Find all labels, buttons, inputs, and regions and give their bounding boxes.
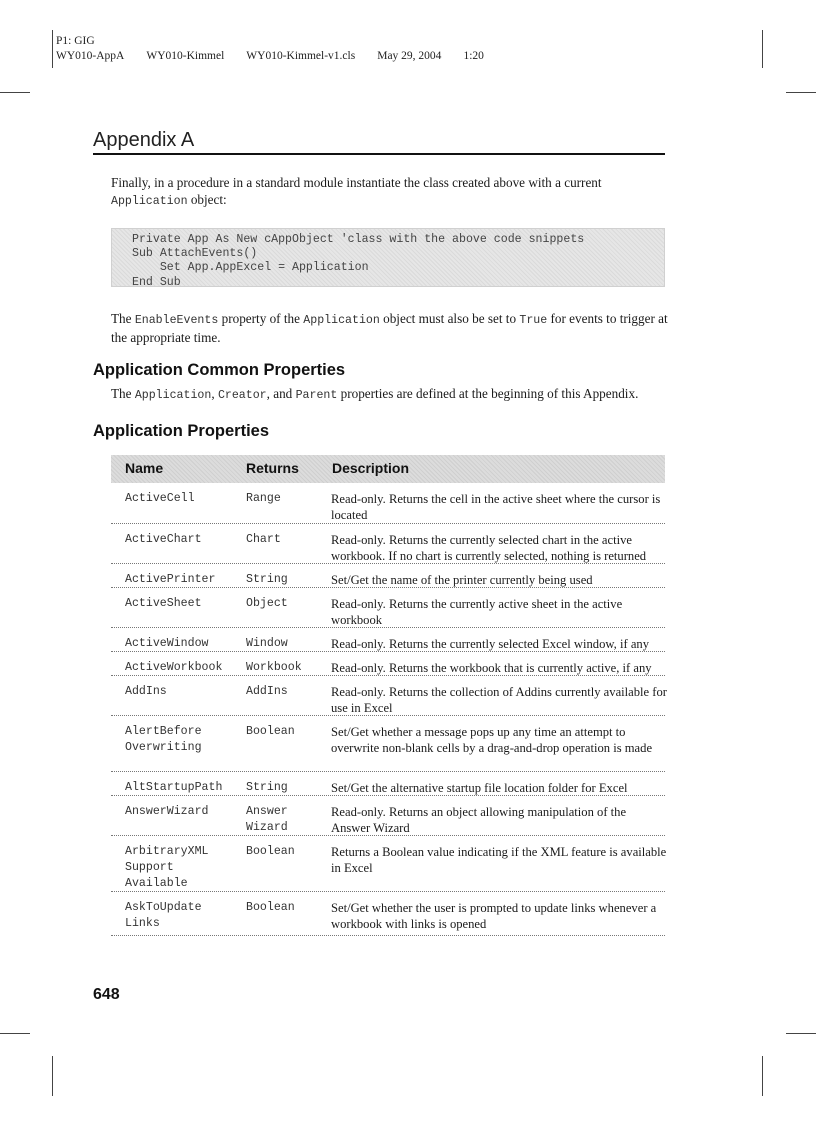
code-parent: Parent xyxy=(295,389,338,402)
property-description: Read-only. Returns the currently selected Excel window, if any xyxy=(331,637,650,651)
slug-date: May 29, 2004 xyxy=(377,50,442,62)
code-application: Application xyxy=(134,389,212,402)
property-description: Read-only. Returns the cell in the active sheet where the cursor is located xyxy=(331,492,661,522)
property-returns: Boolean xyxy=(246,725,295,738)
property-name: ActiveChart xyxy=(125,533,202,546)
property-returns: Window xyxy=(246,637,288,650)
para-text: for events to trigger at the appropriate time. xyxy=(111,311,668,345)
table-row xyxy=(111,652,665,676)
slug-class-file: WY010-Kimmel-v1.cls xyxy=(246,50,356,62)
table-row xyxy=(111,772,665,796)
property-name: AnswerWizard xyxy=(125,805,209,818)
property-description: Read-only. Returns an object allowing manipulation of the Answer Wizard xyxy=(331,805,627,835)
para-text: property of the xyxy=(218,311,304,326)
table-row xyxy=(111,588,665,628)
property-description: Read-only. Returns the workbook that is currently active, if any xyxy=(331,661,652,675)
code-true: True xyxy=(519,314,548,327)
table-row xyxy=(111,716,665,772)
para-text: properties are defined at the beginning of this Appendix. xyxy=(337,386,639,401)
table-header xyxy=(111,455,665,483)
code-application: Application xyxy=(303,314,380,327)
property-name: ActiveCell xyxy=(125,492,195,505)
crop-mark-top-left-horizontal xyxy=(0,92,30,93)
slug-file-id: WY010-AppA xyxy=(56,50,125,62)
code-creator: Creator xyxy=(217,389,267,402)
property-description: Set/Get the name of the printer currently being used xyxy=(331,573,593,587)
table-row xyxy=(111,892,665,936)
page-number: 648 xyxy=(93,986,120,1003)
property-name: AddIns xyxy=(125,685,167,698)
crop-mark-bottom-right-vertical xyxy=(762,1056,763,1096)
code-snippet-box xyxy=(111,228,665,287)
table-row xyxy=(111,483,665,524)
crop-mark-top-left-vertical xyxy=(52,30,53,68)
property-returns: String xyxy=(246,573,288,586)
table-body xyxy=(111,483,665,936)
slug-line-2 xyxy=(56,49,506,64)
para-text: object must also be set to xyxy=(379,311,520,326)
property-returns: AddIns xyxy=(246,685,288,698)
crop-mark-bottom-left-vertical xyxy=(52,1056,53,1096)
property-name: ActiveWindow xyxy=(125,637,209,650)
property-name: ActivePrinter xyxy=(125,573,216,586)
intro-code-application: Application xyxy=(111,194,188,208)
property-name: AskToUpdate Links xyxy=(125,901,202,930)
property-name: AlertBefore Overwriting xyxy=(125,725,202,754)
para-text: , xyxy=(211,386,218,401)
property-description: Read-only. Returns the currently selected chart in the active workbook. If no chart is currently selected, nothing is returned xyxy=(331,533,647,563)
table-row xyxy=(111,836,665,892)
intro-paragraph xyxy=(111,175,671,210)
property-description: Read-only. Returns the collection of Addins currently available for use in Excel xyxy=(331,685,667,715)
property-description: Set/Get whether a message pops up any time an attempt to overwrite non-blank cells by a drag-and-drop operation is made xyxy=(331,725,653,755)
chapter-title: Appendix A xyxy=(93,129,195,151)
crop-mark-top-right-vertical xyxy=(762,30,763,68)
chapter-title-rule xyxy=(93,153,665,155)
header-description: Description xyxy=(332,460,410,476)
intro-text: Finally, in a procedure in a standard module instantiate the class created above with a current xyxy=(111,175,602,190)
table-row xyxy=(111,564,665,588)
property-description: Set/Get the alternative startup file location folder for Excel xyxy=(331,781,628,795)
code-snippet: Private App As New cAppObject 'class with the above code snippets Sub AttachEvents() Set App.AppExcel = Application End Sub xyxy=(132,233,585,289)
property-name: ArbitraryXML Support Available xyxy=(125,845,209,890)
table-row xyxy=(111,796,665,836)
table-row xyxy=(111,676,665,716)
property-returns: Workbook xyxy=(246,661,302,674)
property-name: AltStartupPath xyxy=(125,781,223,794)
section-heading-application-properties: Application Properties xyxy=(93,422,270,440)
section-heading-common-properties: Application Common Properties xyxy=(93,361,346,379)
table-row xyxy=(111,628,665,652)
para-text: The xyxy=(111,311,135,326)
property-name: ActiveSheet xyxy=(125,597,202,610)
para-text: , and xyxy=(266,386,296,401)
print-slug xyxy=(56,34,506,64)
crop-mark-bottom-right-horizontal xyxy=(786,1033,816,1034)
property-description: Read-only. Returns the currently active sheet in the active workbook xyxy=(331,597,623,627)
property-description: Set/Get whether the user is prompted to update links whenever a workbook with links is opened xyxy=(331,901,657,931)
properties-table xyxy=(111,455,665,936)
property-returns: Object xyxy=(246,597,288,610)
property-returns: Chart xyxy=(246,533,281,546)
enable-events-paragraph xyxy=(111,311,671,346)
table-row xyxy=(111,524,665,564)
slug-line-1: P1: GIG xyxy=(56,35,95,47)
property-returns: Boolean xyxy=(246,901,295,914)
property-returns: Answer Wizard xyxy=(246,805,288,834)
code-enableevents: EnableEvents xyxy=(134,314,219,327)
property-returns: Range xyxy=(246,492,281,505)
header-name: Name xyxy=(125,460,164,476)
property-name: ActiveWorkbook xyxy=(125,661,223,674)
slug-author-id: WY010-Kimmel xyxy=(146,50,225,62)
property-returns: Boolean xyxy=(246,845,295,858)
intro-text-end: object: xyxy=(187,191,227,207)
crop-mark-top-right-horizontal xyxy=(786,92,816,93)
property-description: Returns a Boolean value indicating if the XML feature is available in Excel xyxy=(331,845,667,875)
slug-time: 1:20 xyxy=(463,50,484,62)
crop-mark-bottom-left-horizontal xyxy=(0,1033,30,1034)
para-text: The xyxy=(111,386,135,401)
header-returns: Returns xyxy=(246,460,299,476)
property-returns: String xyxy=(246,781,288,794)
common-properties-paragraph xyxy=(111,386,671,405)
